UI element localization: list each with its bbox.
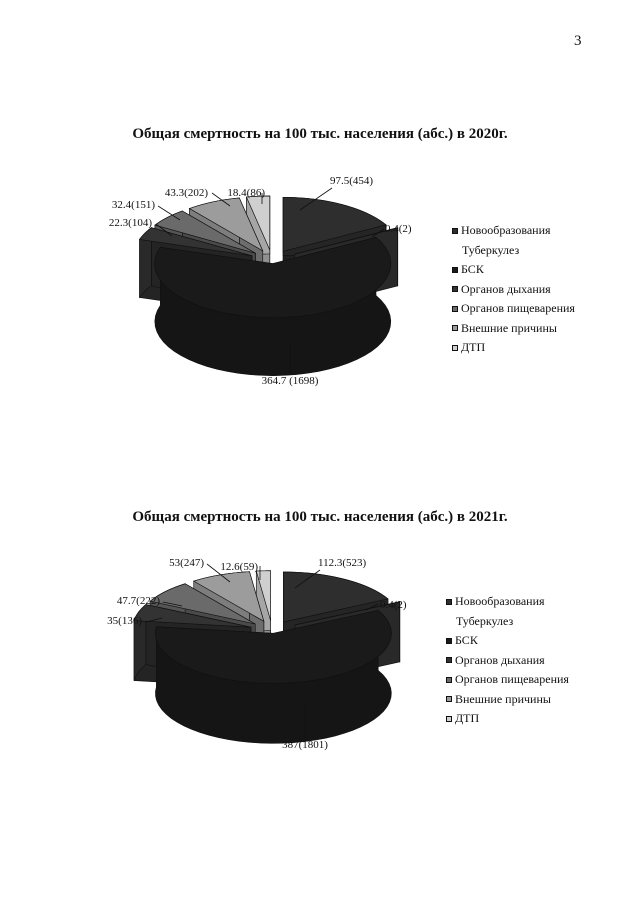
data-label: 12.6(59)	[220, 561, 258, 573]
data-label: 22.3(104)	[108, 217, 152, 229]
legend-item-дтп	[452, 338, 575, 358]
legend-item-туберкулез	[446, 612, 569, 632]
legend-item-внешние-причины	[446, 690, 569, 710]
data-label: 387(1801)	[282, 739, 328, 751]
legend-item-туберкулез	[452, 241, 575, 261]
legend-swatch	[452, 325, 458, 331]
data-label: 43.3(202)	[164, 187, 208, 199]
legend-label: Органов пищеварения	[455, 672, 569, 686]
legend-label: Новообразования	[461, 223, 551, 237]
legend-item-органов-пищеварения	[446, 670, 569, 690]
data-label: 0.4(2)	[385, 223, 412, 235]
legend-swatch	[452, 228, 458, 234]
legend-label: Туберкулез	[456, 613, 514, 628]
legend-label: Туберкулез	[462, 242, 520, 257]
legend-swatch	[452, 306, 458, 312]
page-number: 3	[574, 33, 582, 49]
legend-label: Внешние причины	[455, 691, 551, 706]
data-label: 0.4(2)	[380, 599, 407, 611]
legend-swatch	[452, 267, 458, 273]
legend-label: Органов дыхания	[455, 652, 545, 667]
chart-title-2020: Общая смертность на 100 тыс. населения (абс.) в 2020г.	[132, 126, 508, 142]
legend-item-новообразования	[452, 221, 575, 241]
legend-2021	[446, 592, 569, 729]
legend-item-органов-дыхания	[446, 651, 569, 671]
legend-label: ДТП	[461, 340, 486, 354]
data-label: 112.3(523)	[318, 557, 367, 569]
legend-swatch	[446, 638, 452, 644]
legend-label: ДТП	[455, 711, 480, 725]
legend-label: Органов дыхания	[461, 281, 551, 296]
legend-2020	[452, 221, 575, 358]
legend-swatch	[452, 286, 458, 292]
data-label: 18.4(86)	[227, 187, 265, 199]
legend-item-новообразования	[446, 592, 569, 612]
legend-item-органов-дыхания	[452, 280, 575, 300]
legend-swatch	[446, 657, 452, 663]
legend-label: БСК	[455, 633, 478, 647]
legend-swatch	[446, 696, 452, 702]
data-label: 35(136)	[107, 615, 142, 627]
legend-label: Новообразования	[455, 594, 545, 608]
legend-item-дтп	[446, 709, 569, 729]
legend-item-органов-пищеварения	[452, 299, 575, 319]
legend-swatch	[446, 677, 452, 683]
data-label: 47.7(222)	[116, 595, 160, 607]
chart-title-2021: Общая смертность на 100 тыс. населения (абс.) в 2021г.	[132, 509, 508, 525]
legend-item-бск	[446, 631, 569, 651]
data-label: 53(247)	[169, 557, 204, 569]
legend-swatch	[446, 599, 452, 605]
legend-swatch	[452, 345, 458, 351]
legend-label: Внешние причины	[461, 320, 557, 335]
data-label: 32.4(151)	[111, 199, 155, 211]
data-label: 97.5(454)	[330, 175, 374, 187]
legend-swatch	[446, 716, 452, 722]
legend-item-внешние-причины	[452, 319, 575, 339]
legend-label: БСК	[461, 262, 484, 276]
legend-label: Органов пищеварения	[461, 301, 575, 315]
legend-item-бск	[452, 260, 575, 280]
data-label: 364.7 (1698)	[261, 375, 319, 387]
